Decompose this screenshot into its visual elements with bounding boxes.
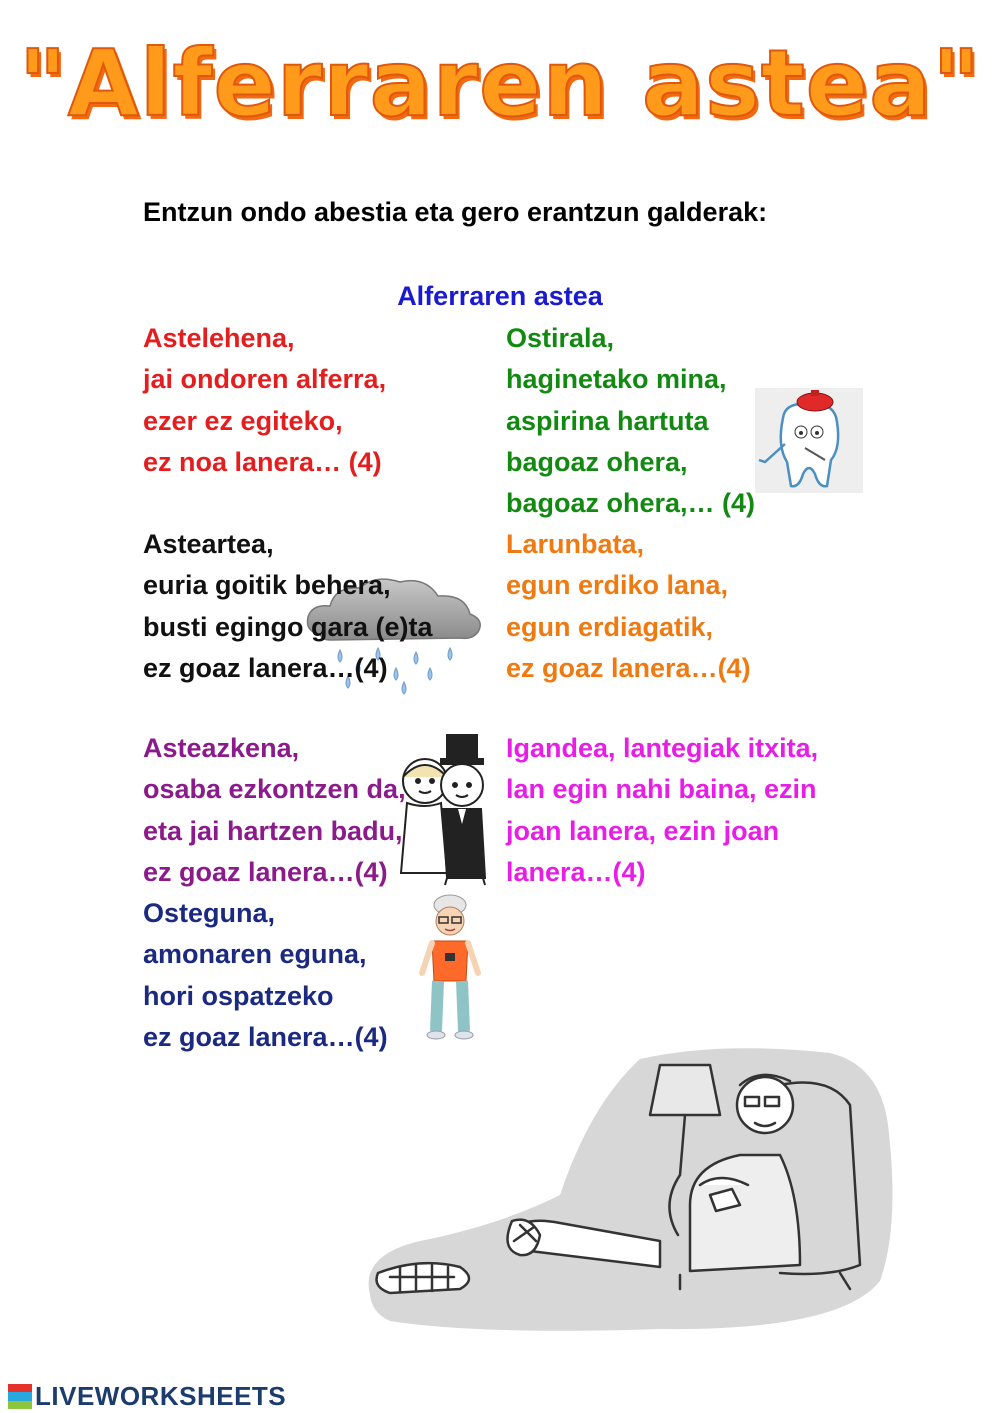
verse-line: Asteartea, (143, 529, 274, 559)
verse-line: busti egingo gara (e)ta (143, 611, 433, 642)
logo-text: LIVEWORKSHEETS (35, 1381, 287, 1411)
verse-line: aspirina hartuta (506, 405, 709, 436)
verse-line: euria goitik behera, (143, 570, 391, 601)
verse-line: haginetako mina, (506, 364, 727, 395)
verse-line: ez goaz lanera…(4) (506, 652, 751, 683)
lazy-man-armchair-illustration (360, 1045, 900, 1335)
verse-line: ezer ez egiteko, (143, 405, 343, 436)
sick-tooth-illustration (755, 388, 863, 493)
verse-line: bagoaz ohera, (506, 446, 688, 477)
instruction-text: Entzun ondo abestia eta gero erantzun galderak: (143, 197, 768, 227)
verse-line: Larunbata, (506, 529, 645, 559)
verse-monday (143, 318, 386, 483)
verse-line: jai ondoren alferra, (143, 364, 387, 395)
verse-line: ez noa lanera… (4) (143, 446, 382, 477)
verse-line: amonaren eguna, (143, 939, 367, 970)
verse-friday (506, 318, 755, 524)
verse-line: Igandea, lantegiak itxita, (506, 733, 819, 763)
verse-line: joan lanera, ezin joan (506, 815, 780, 846)
verse-line: hori ospatzeko (143, 980, 334, 1011)
verse-line: bagoaz ohera,… (4) (506, 488, 756, 519)
verse-line: ez goaz lanera…(4) (143, 652, 388, 683)
verse-line: Asteazkena, (143, 733, 300, 763)
song-title: Alferraren astea (397, 281, 603, 311)
verse-line: ez goaz lanera…(4) (143, 1021, 388, 1052)
verse-tuesday (143, 524, 433, 689)
verse-line: Astelehena, (143, 323, 295, 353)
liveworksheets-logo-icon (8, 1384, 32, 1410)
verse-line: Ostirala, (506, 323, 615, 353)
verse-line: lanera…(4) (506, 856, 646, 887)
verse-sunday (506, 728, 818, 893)
verse-line: egun erdiko lana, (506, 570, 729, 601)
verse-line: ez goaz lanera…(4) (143, 856, 388, 887)
verse-line: Osteguna, (143, 898, 276, 928)
grandmother-illustration (410, 893, 490, 1043)
verse-line: osaba ezkontzen da, (143, 774, 406, 805)
verse-wednesday (143, 728, 406, 893)
verse-line: lan egin nahi baina, ezin (506, 774, 817, 805)
verse-line: eta jai hartzen badu, (143, 815, 403, 846)
verse-thursday (143, 893, 388, 1058)
verse-saturday (506, 524, 751, 689)
verse-line: egun erdiagatik, (506, 611, 714, 642)
page-title: "Alferraren astea" (18, 30, 982, 137)
liveworksheets-logo (8, 1381, 286, 1412)
